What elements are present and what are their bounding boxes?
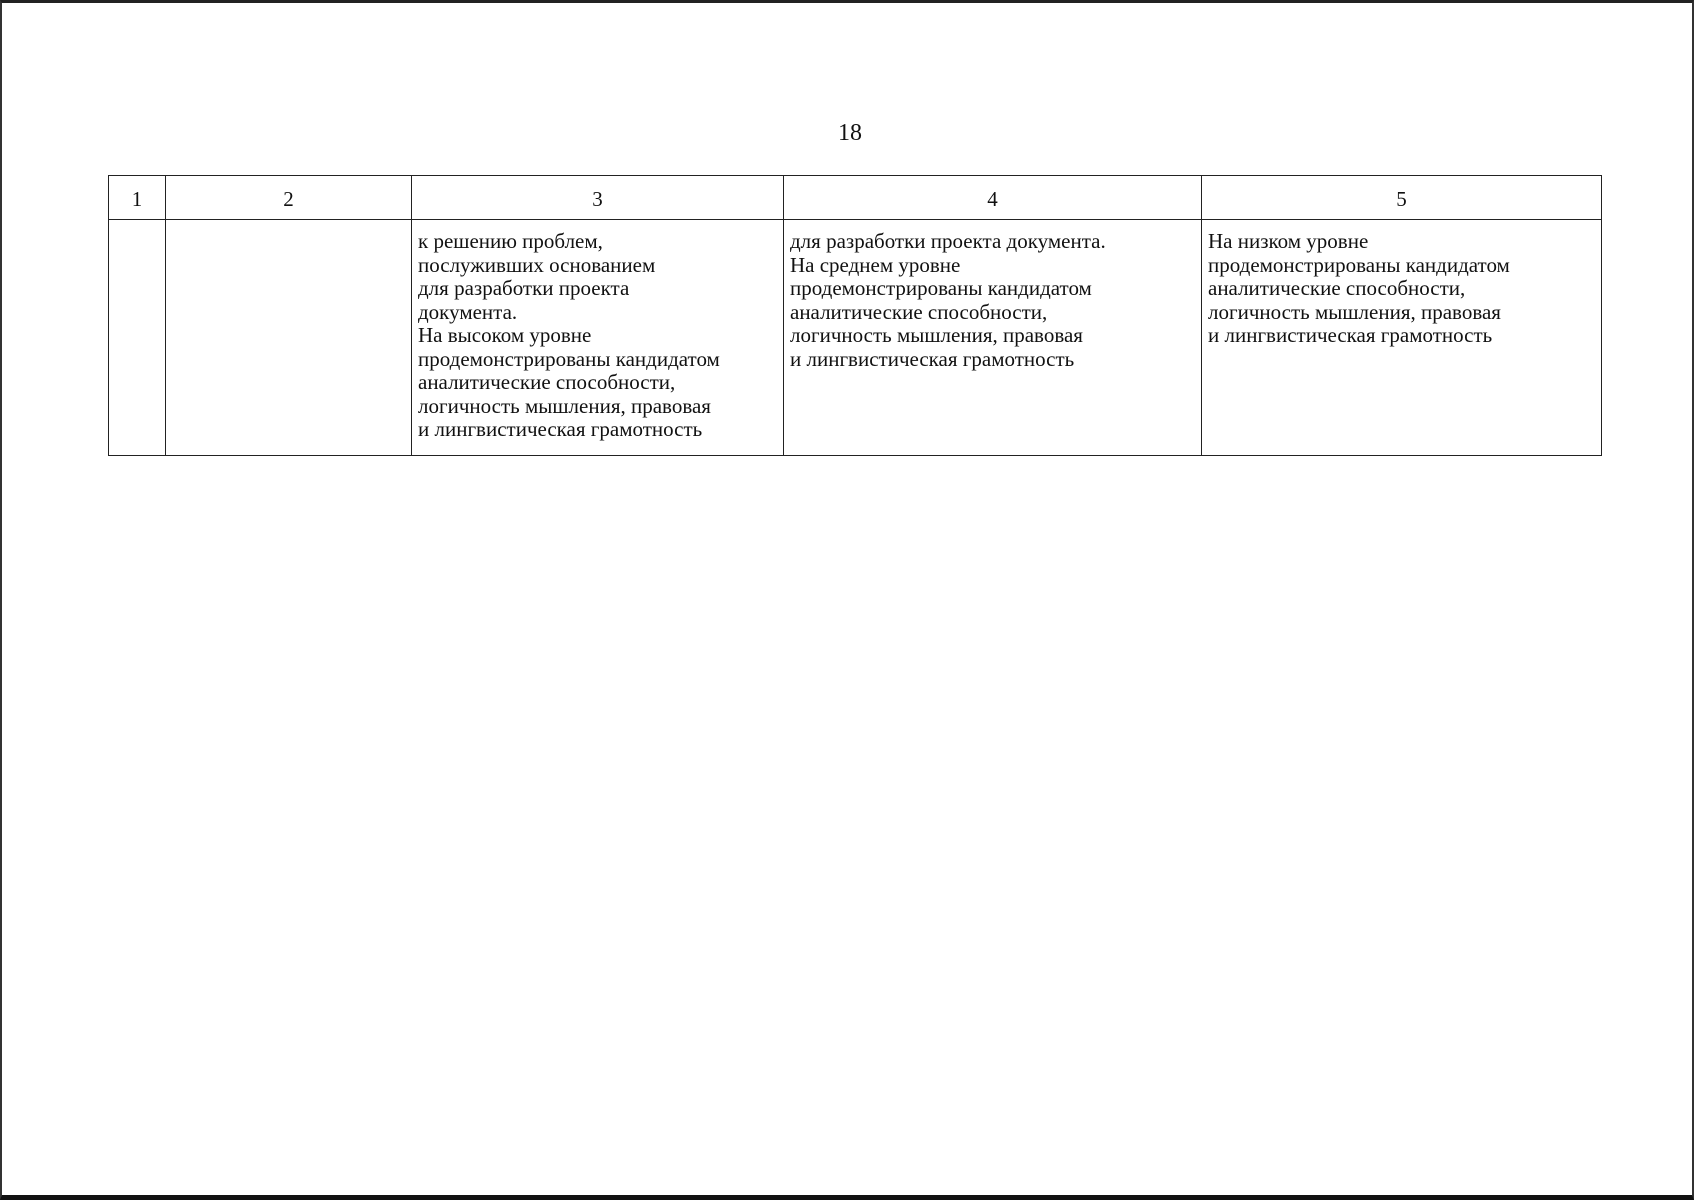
cell-col3: [412, 220, 784, 456]
column-header-5: 5: [1202, 176, 1602, 220]
cell-text-line: и лингвистическая грамотность: [418, 417, 703, 441]
cell-text-line: и лингвистическая грамотность: [1208, 323, 1493, 347]
cell-col2: [166, 220, 412, 456]
table-header-row: [109, 176, 1602, 220]
cell-text-line: На низком уровне: [1208, 229, 1369, 253]
cell-text-line: продемонстрированы кандидатом: [790, 276, 1092, 300]
cell-text-line: аналитические способности,: [1208, 276, 1466, 300]
column-header-4: 4: [784, 176, 1202, 220]
cell-text-line: продемонстрированы кандидатом: [418, 346, 720, 371]
cell-text-line: логичность мышления, правовая: [790, 323, 1083, 347]
cell-col1: [109, 220, 166, 456]
cell-text-line: На среднем уровне: [790, 252, 961, 277]
column-header-2: 2: [166, 176, 412, 220]
column-header-3: 3: [412, 176, 784, 220]
cell-text-line: логичность мышления, правовая: [418, 393, 711, 418]
column-header-1: 1: [109, 176, 166, 220]
cell-text-line: к решению проблем,: [418, 229, 603, 253]
page-number: 18: [838, 120, 862, 146]
cell-text-line: логичность мышления, правовая: [1208, 299, 1501, 324]
cell-text-line: аналитические способности,: [790, 299, 1048, 324]
cell-text-line: На высоком уровне: [418, 323, 592, 347]
cell-col4: [784, 220, 1202, 456]
cell-text-line: аналитические способности,: [418, 370, 676, 394]
cell-text-line: послуживших основанием: [418, 252, 656, 277]
cell-text-line: для разработки проекта документа.: [790, 229, 1106, 253]
cell-text-line: для разработки проекта: [418, 276, 630, 300]
cell-text-line: документа.: [418, 299, 518, 324]
table-row: [109, 220, 1602, 456]
cell-col5: [1202, 220, 1602, 456]
cell-text-line: и лингвистическая грамотность: [790, 346, 1075, 371]
cell-text-line: продемонстрированы кандидатом: [1208, 252, 1510, 277]
criteria-table: [108, 175, 1602, 456]
